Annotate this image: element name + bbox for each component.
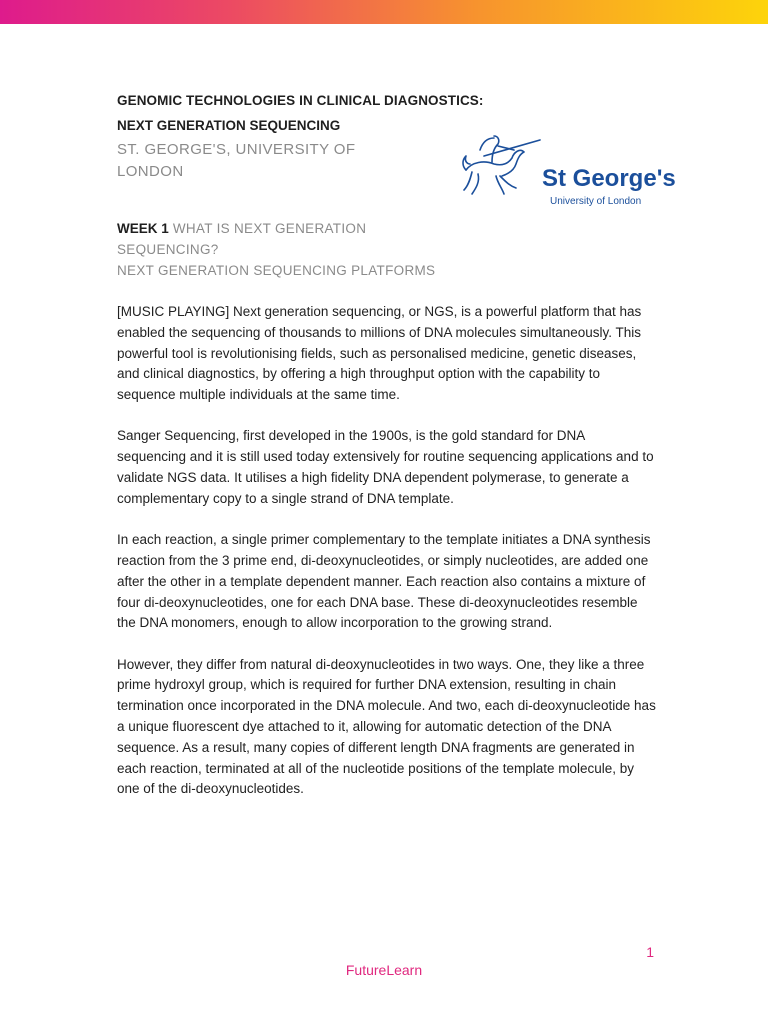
transcript-body	[117, 302, 657, 821]
paragraph: [MUSIC PLAYING] Next generation sequencing, or NGS, is a powerful platform that has enabled the sequencing of thousands to millions of DNA molecules simultaneously. This powerful tool is revolutionising fields, such as personalised medicine, genetic diseases, and clinical diagnostics, by offering a high throughput option with the capability to sequence multiple individuals at the same time.	[117, 304, 642, 403]
st-georges-logo	[458, 128, 676, 214]
futurelearn-brand: FutureLearn	[345, 962, 423, 978]
week-heading	[117, 218, 447, 281]
week-title: WHAT IS NEXT GENERATION SEQUENCING?	[117, 221, 367, 257]
paragraph: Sanger Sequencing, first developed in the 1900s, is the gold standard for DNA sequencing and it is still used today extensively for routine sequencing applications and to validate NGS data. It utilises a high fidelity DNA dependent polymerase, to generate a complementary copy to a single strand of DNA template.	[117, 428, 654, 506]
course-subtitle: NEXT GENERATION SEQUENCING	[117, 118, 341, 133]
logo-wordmark: St George's	[542, 165, 676, 192]
paragraph: However, they differ from natural di-deoxynucleotides in two ways. One, they like a three prime hydroxyl group, which is required for further DNA extension, resulting in chain termination once incorporated in the DNA molecule. And two, each di-deoxynucleotide has a unique fluorescent dye attached to it, allowing for automatic detection of the DNA sequence. As a result, many copies of different length DNA fragments are generated in each reaction, terminated at all of the nucleotide positions of the template molecule, by one of the di-deoxynucleotides.	[117, 656, 656, 797]
horse-rider-icon	[458, 128, 676, 214]
logo-subtitle: University of London	[550, 196, 642, 207]
course-title: GENOMIC TECHNOLOGIES IN CLINICAL DIAGNOSTICS:	[117, 93, 484, 108]
week-label: WEEK 1	[117, 221, 169, 236]
page-number: 1	[646, 944, 654, 960]
paragraph: In each reaction, a single primer complementary to the template initiates a DNA synthesis reaction from the 3 prime end, di-deoxynucleotides, or simply nucleotides, are added one after the other in a template dependent manner. Each reaction also contains a mixture of four di-deoxynucleotides, one for each DNA base. These di-deoxynucleotides resemble the DNA monomers, enough to allow incorporation to the growing strand.	[117, 532, 651, 631]
top-gradient-bar	[0, 0, 768, 24]
institution-name: ST. GEORGE'S, UNIVERSITY OF LONDON	[117, 141, 356, 180]
week-subtitle: NEXT GENERATION SEQUENCING PLATFORMS	[117, 263, 436, 278]
